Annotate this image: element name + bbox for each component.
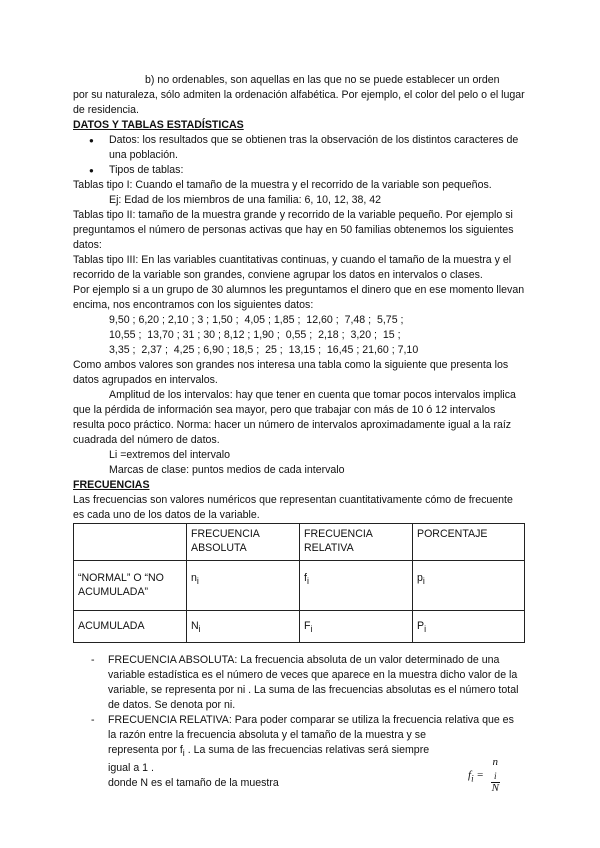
- como-text: Como ambos valores son grandes nos interesa una tabla como la siguiente que presenta los datos agrupados en intervalos.: [73, 359, 509, 386]
- bullet-datos: ● Datos: los resultados que se obtienen tras la observación de los distintos caracteres de una población.: [73, 133, 525, 163]
- row-label: ACUMULADA: [74, 611, 187, 643]
- table-row: [74, 611, 525, 643]
- data-line: 9,50 ; 6,20 ; 2,10 ; 3 ; 1,50 ; 4,05 ; 1,85 ; 12,60 ; 7,48 ; 5,75 ;: [109, 314, 404, 326]
- rel-item-line-b: representa por $f_i$ . La suma de las frecuencias relativas será siempre: [108, 744, 430, 759]
- dash-list: [73, 653, 525, 795]
- intro-b-rest: por su naturaleza, sólo admiten la ordenación alfabética. Por ejemplo, el color del pelo o el lugar de residencia.: [73, 89, 525, 116]
- table-header-cell: FRECUENCIA ABSOLUTA: [187, 524, 300, 561]
- table-cell: $f_i$: [300, 561, 413, 611]
- section-heading-frecuencias: FRECUENCIAS: [73, 479, 150, 491]
- table-cell: $N_i$: [187, 611, 300, 643]
- frequency-table: [73, 523, 525, 643]
- abs-item: - FRECUENCIA ABSOLUTA: La frecuencia absoluta de un valor determinado de una variable estadística es el número de veces que aparece en la muestra dicho valor de la variable, se representa por ni . La suma de las frecuencias absolutas es el número total de datos. Se denota por ni.: [73, 653, 525, 713]
- rel-item-line-a: FRECUENCIA RELATIVA: Para poder comparar se utiliza la frecuencia relativa que es la razón entre la frecuencia absoluta y el tamaño de la muestra y se: [108, 714, 514, 741]
- rel-item: [73, 713, 525, 795]
- table-cell: $F_i$: [300, 611, 413, 643]
- frecuencias-intro: Las frecuencias son valores numéricos que representan cuantitativamente cómo de frecuente es cada uno de los datos de la variable.: [73, 494, 513, 521]
- bullet-tipos: ● Tipos de tablas:: [73, 163, 525, 178]
- amplitud-text: Amplitud de los intervalos: hay que tener en cuenta que tomar pocos intervalos implica que la pérdida de información sea mayor, pero que trabajar con más de 10 ó 12 intervalos resulta poco práctico. Norma: hacer un número de intervalos aproximadamente igual a la raíz cuadrada del número de datos.: [73, 389, 516, 446]
- table-cell: $n_i$: [187, 561, 300, 611]
- li-text: Li =extremos del intervalo: [109, 449, 231, 461]
- tipo1-example: Ej: Edad de los miembros de una familia: 6, 10, 12, 38, 42: [109, 194, 382, 206]
- example-text: Por ejemplo si a un grupo de 30 alumnos les preguntamos el dinero que en ese momento llevan encima, nos encontramos con los siguientes datos:: [73, 284, 525, 311]
- bullet-list: [73, 133, 525, 178]
- relative-frequency-formula: $f_i$ = n $_i$ N: [468, 756, 499, 795]
- document-page: [73, 73, 525, 795]
- data-line: 10,55 ; 13,70 ; 31 ; 30 ; 8,12 ; 1,90 ; 0,55 ; 2,18 ; 3,20 ; 15 ;: [109, 329, 401, 341]
- table-cell: $p_i$: [413, 561, 525, 611]
- tipo1-text: Tablas tipo I: Cuando el tamaño de la muestra y el recorrido de la variable son pequeños.: [73, 179, 492, 191]
- row-label: “NORMAL” O “NO ACUMULADA”: [74, 561, 187, 611]
- rel-item-line-c: igual a 1 .: [108, 762, 154, 775]
- table-row: [74, 561, 525, 611]
- rel-item-line-d: donde N es el tamaño de la muestra: [108, 777, 279, 790]
- section-heading-datos: DATOS Y TABLAS ESTADÍSTICAS: [73, 119, 244, 131]
- table-header-cell: [74, 524, 187, 561]
- tipo2-text: Tablas tipo II: tamaño de la muestra grande y recorrido de la variable pequeño. Por ejemplo si preguntamos el número de personas activas que hay en 50 familias obtenemos los siguientes datos:: [73, 209, 514, 251]
- table-header-cell: FRECUENCIA RELATIVA: [300, 524, 413, 561]
- tipo3-text: Tablas tipo III: En las variables cuantitativas continuas, y cuando el tamaño de la muestra y el recorrido de la variable son grandes, conviene agrupar los datos en intervalos o clases.: [73, 254, 512, 281]
- intro-b-first: b) no ordenables, son aquellas en las que no se puede establecer un orden: [145, 74, 500, 86]
- table-cell: $P_i$: [413, 611, 525, 643]
- data-line: 3,35 ; 2,37 ; 4,25 ; 6,90 ; 18,5 ; 25 ; 13,15 ; 16,45 ; 21,60 ; 7,10: [109, 344, 419, 356]
- marcas-text: Marcas de clase: puntos medios de cada intervalo: [109, 464, 345, 476]
- table-header-row: [74, 524, 525, 561]
- table-header-cell: PORCENTAJE: [413, 524, 525, 561]
